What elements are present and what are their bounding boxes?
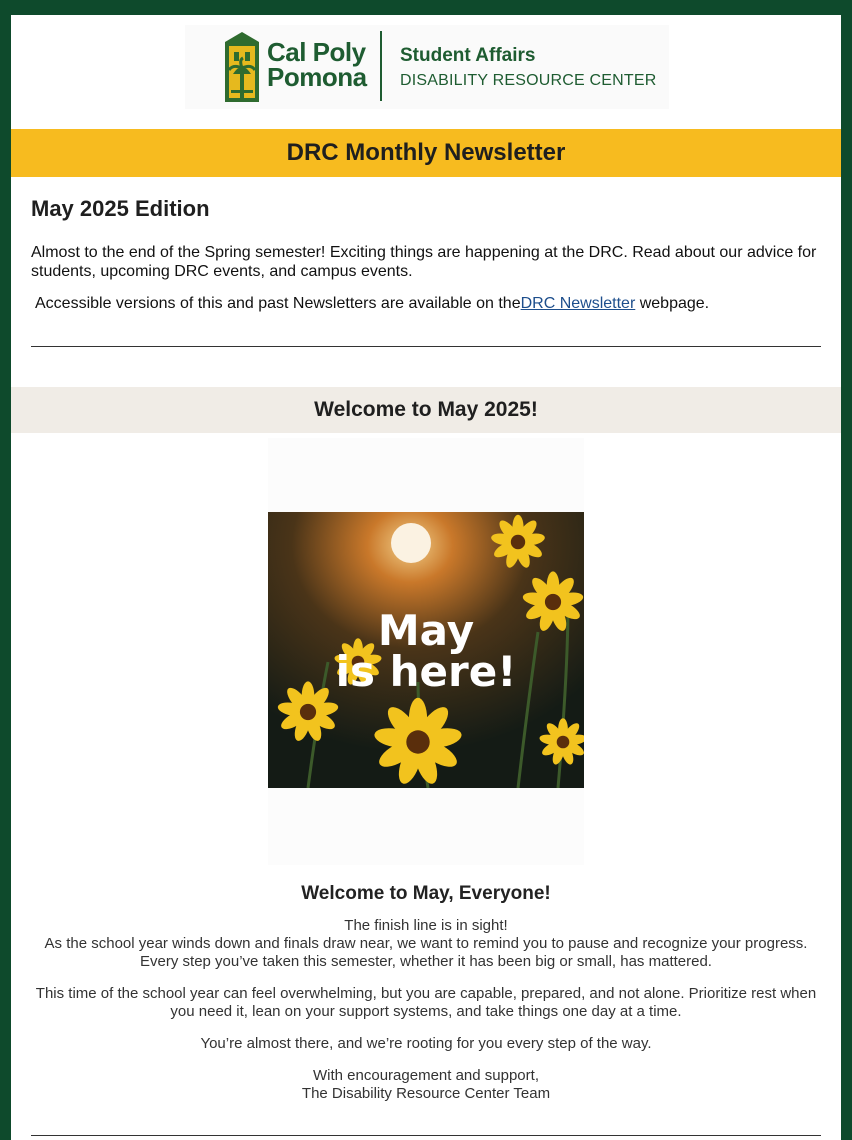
access-text: Accessible versions of this and past Newsletters are available on the [35, 295, 521, 312]
welcome-paragraph-1 [26, 917, 826, 971]
welcome-p1-line3: Every step you’ve taken this semester, whether it has been big or small, has mattered. [140, 953, 712, 970]
may-image-frame [268, 438, 584, 865]
welcome-p1-line2: As the school year winds down and finals draw near, we want to remind you to pause and recognize your progress. [44, 935, 808, 952]
may-is-here-image [268, 512, 584, 788]
welcome-p1-line1: The finish line is in sight! [344, 917, 508, 934]
cal-poly-pomona-wordmark [267, 37, 367, 92]
welcome-heading: Welcome to May 2025! [314, 398, 538, 421]
accessible-versions-note [35, 295, 709, 313]
edition-intro: Almost to the end of the Spring semester! Exciting things are happening at the DRC. Read about our advice for students, upcoming DRC events, and campus events. [31, 244, 817, 280]
section-divider [31, 346, 821, 347]
newsletter-banner [11, 129, 841, 177]
welcome-subheading: Welcome to May, Everyone! [301, 883, 551, 904]
image-text-is-here: is here! [335, 647, 517, 696]
welcome-paragraph-3: You’re almost there, and we’re rooting for you every step of the way. [200, 1035, 652, 1052]
logo-center-name: DISABILITY RESOURCE CENTER [400, 72, 657, 89]
logo-department: Student Affairs [400, 45, 536, 66]
welcome-paragraph-2: This time of the school year can feel overwhelming, but you are capable, prepared, and not alone. Prioritize rest when you need it, lean on your support systems, and take things one day at a time. [35, 985, 817, 1020]
newsletter-page [11, 15, 841, 1140]
header-logo [185, 25, 669, 109]
logo-line-2: Pomona [267, 62, 367, 92]
logo-line-1: Cal Poly [267, 37, 366, 67]
image-text-may: May [377, 606, 475, 655]
drc-newsletter-link[interactable]: DRC Newsletter [520, 295, 636, 312]
newsletter-title: DRC Monthly Newsletter [286, 139, 566, 166]
welcome-message [26, 883, 826, 1117]
welcome-section-bar [11, 387, 841, 433]
logo-divider [380, 31, 382, 101]
signature-line-2: The Disability Resource Center Team [301, 1085, 551, 1102]
signature-line-1: With encouragement and support, [313, 1067, 539, 1084]
welcome-signature [26, 1067, 826, 1103]
edition-title: May 2025 Edition [31, 196, 210, 221]
section-divider-bottom [31, 1135, 821, 1136]
access-suffix: webpage. [635, 295, 710, 312]
cal-poly-tower-icon [219, 30, 265, 104]
